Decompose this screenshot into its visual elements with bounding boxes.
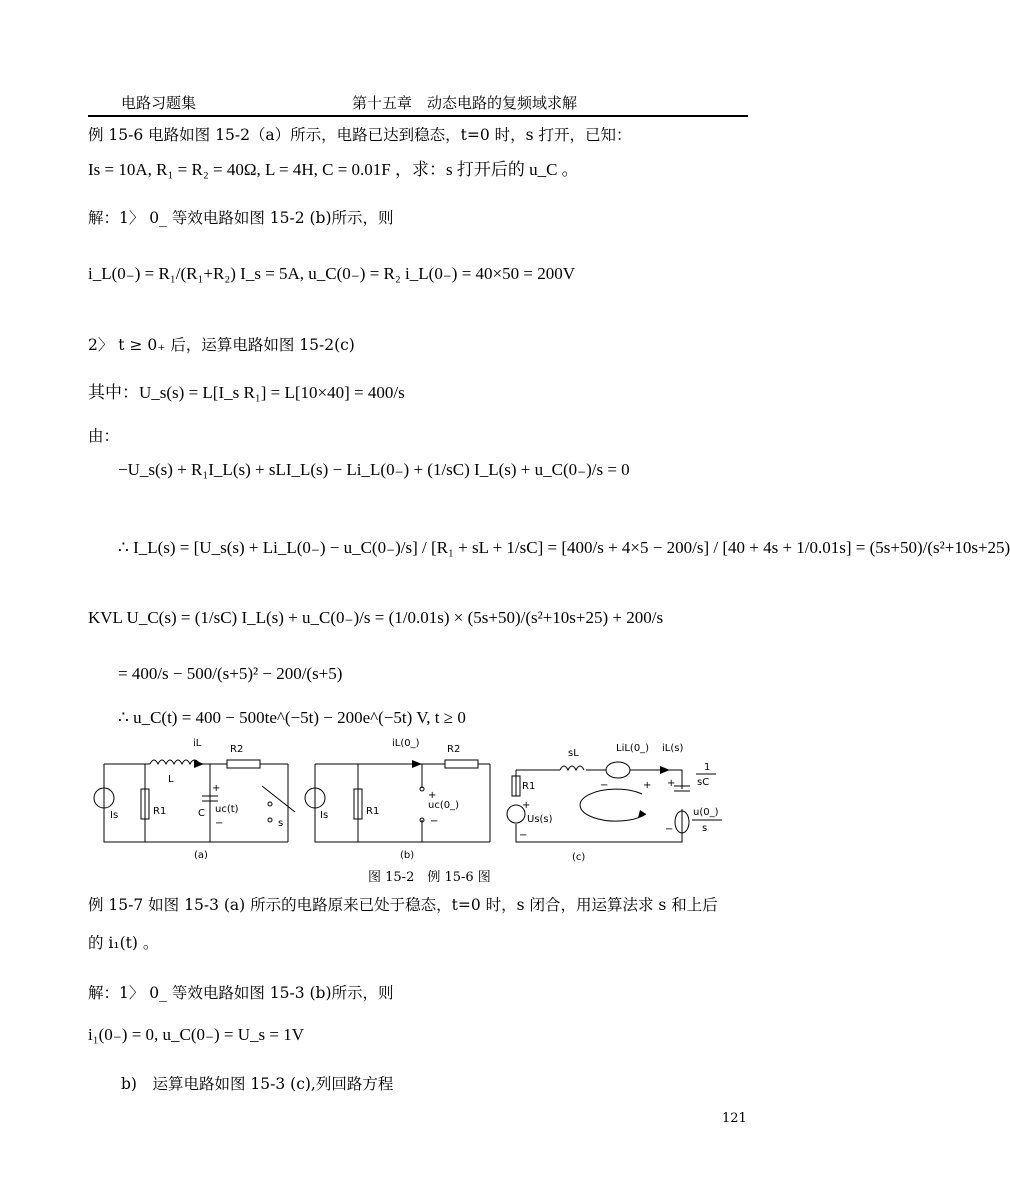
fig-c-invsc-den: sC	[697, 777, 710, 788]
fig-c-us-plus: +	[522, 800, 531, 811]
fig-b-il0-label: iL(0_)	[392, 738, 420, 749]
header-right: 第十五章 动态电路的复频域求解	[352, 94, 578, 112]
fig-a-r1-label: R1	[153, 806, 167, 817]
solution-step-1: 解：1〉 0_ 等效电路如图 15-2 (b)所示，则	[88, 209, 394, 227]
circuit-figure-15-2	[90, 734, 750, 866]
partial-fraction-expansion: = 400/s − 500/(s+5)² − 200/(s+5)	[118, 664, 343, 683]
fig-c-us-minus: −	[519, 830, 528, 841]
fig-c-invsc-num: 1	[704, 762, 711, 773]
fig-a-c-label: C	[198, 808, 205, 819]
fig-b-is-label: Is	[320, 810, 329, 821]
fig-a-minus: −	[215, 818, 224, 829]
initial-conditions-equation: i_L(0₋) = R₁/(R₁+R₂) I_s = 5A, u_C(0₋) = R₂ i_L(0₋) = 40×50 = 200V	[88, 264, 575, 283]
given-values: Is = 10A, R₁ = R₂ = 40Ω, L = 4H, C = 0.01F ，求：s 打开后的 u_C 。	[88, 160, 579, 179]
figure-caption: 图 15-2 例 15-6 图	[368, 870, 491, 885]
fig-c-us-label: Us(s)	[527, 814, 553, 825]
page-number: 121	[722, 1111, 747, 1126]
fig-c-u0-den: s	[702, 823, 708, 834]
fig-a-s-label: s	[278, 818, 284, 829]
by-label: 由：	[88, 427, 120, 445]
fig-b-minus: −	[430, 816, 439, 827]
fig-a-plus: +	[212, 783, 221, 794]
fig-b-uc0-label: uc(0_)	[428, 800, 460, 811]
example-15-6-statement: 例 15-6 电路如图 15-2（a）所示，电路已达到稳态，t=0 时，s 打开，已知：	[88, 126, 632, 144]
example-15-7-initial-values: i₁(0₋) = 0, u_C(0₋) = U_s = 1V	[88, 1025, 305, 1044]
fig-c-caption: (c)	[572, 852, 586, 863]
fig-c-cap-plus: +	[667, 778, 676, 789]
fig-b-plus: +	[428, 790, 437, 801]
fig-a-l-label: L	[168, 774, 174, 785]
uc-s-equation: KVL U_C(s) = (1/sC) I_L(s) + u_C(0₋)/s = (1/0.01s) × (5s+50)/(s²+10s+25) + 200/s	[88, 608, 664, 627]
solution-step-2: 2〉 t ≥ 0₊ 后，运算电路如图 15-2(c)	[88, 336, 355, 354]
fig-c-lil0-minus: −	[600, 780, 609, 791]
fig-a-is-label: Is	[110, 810, 119, 821]
fig-b-r2-label: R2	[447, 744, 461, 755]
fig-b-caption: (b)	[400, 850, 415, 861]
fig-a-il-label: iL	[193, 738, 202, 749]
example-15-7-step-b: b) 运算电路如图 15-3 (c),列回路方程	[121, 1075, 394, 1093]
fig-c-lil0-label: LiL(0_)	[616, 743, 650, 754]
example-15-7-solution-step-1: 解：1〉 0_ 等效电路如图 15-3 (b)所示，则	[88, 984, 394, 1002]
fig-c-ils-label: iL(s)	[662, 743, 684, 754]
example-15-7-statement: 例 15-7 如图 15-3 (a) 所示的电路原来已处于稳态，t=0 时，s 闭合，用运算法求 s 和上后	[88, 896, 718, 914]
fig-c-sl-label: sL	[568, 748, 579, 759]
header-rule	[88, 115, 748, 117]
fig-c-src-minus: −	[665, 824, 674, 835]
fig-a-caption: (a)	[194, 850, 208, 861]
fig-c-lil0-plus: +	[643, 780, 652, 791]
fig-a-uc-label: uc(t)	[215, 804, 239, 815]
header-left: 电路习题集	[121, 94, 197, 112]
kvl-loop-equation: −U_s(s) + R₁I_L(s) + sLI_L(s) − Li_L(0₋) + (1/sC) I_L(s) + u_C(0₋)/s = 0	[118, 460, 630, 479]
fig-c-u0-num: u(0_)	[693, 807, 719, 818]
source-transform-equation: 其中：U_s(s) = L[I_s R₁] = L[10×40] = 400/s	[88, 383, 405, 402]
example-15-7-statement-cont: 的 i₁(t) 。	[88, 934, 159, 952]
fig-a-r2-label: R2	[230, 744, 244, 755]
uc-t-result: ∴ u_C(t) = 400 − 500te^(−5t) − 200e^(−5t) V, t ≥ 0	[118, 708, 466, 727]
fig-c-r1-label: R1	[522, 781, 536, 792]
il-s-solution: ∴ I_L(s) = [U_s(s) + Li_L(0₋) − u_C(0₋)/s] / [R₁ + sL + 1/sC] = [400/s + 4×5 − 200/s] / [40 + 4s + 1/0.01s] = (5s+50)/(s²+10s+25)	[118, 538, 1010, 557]
fig-b-r1-label: R1	[366, 806, 380, 817]
